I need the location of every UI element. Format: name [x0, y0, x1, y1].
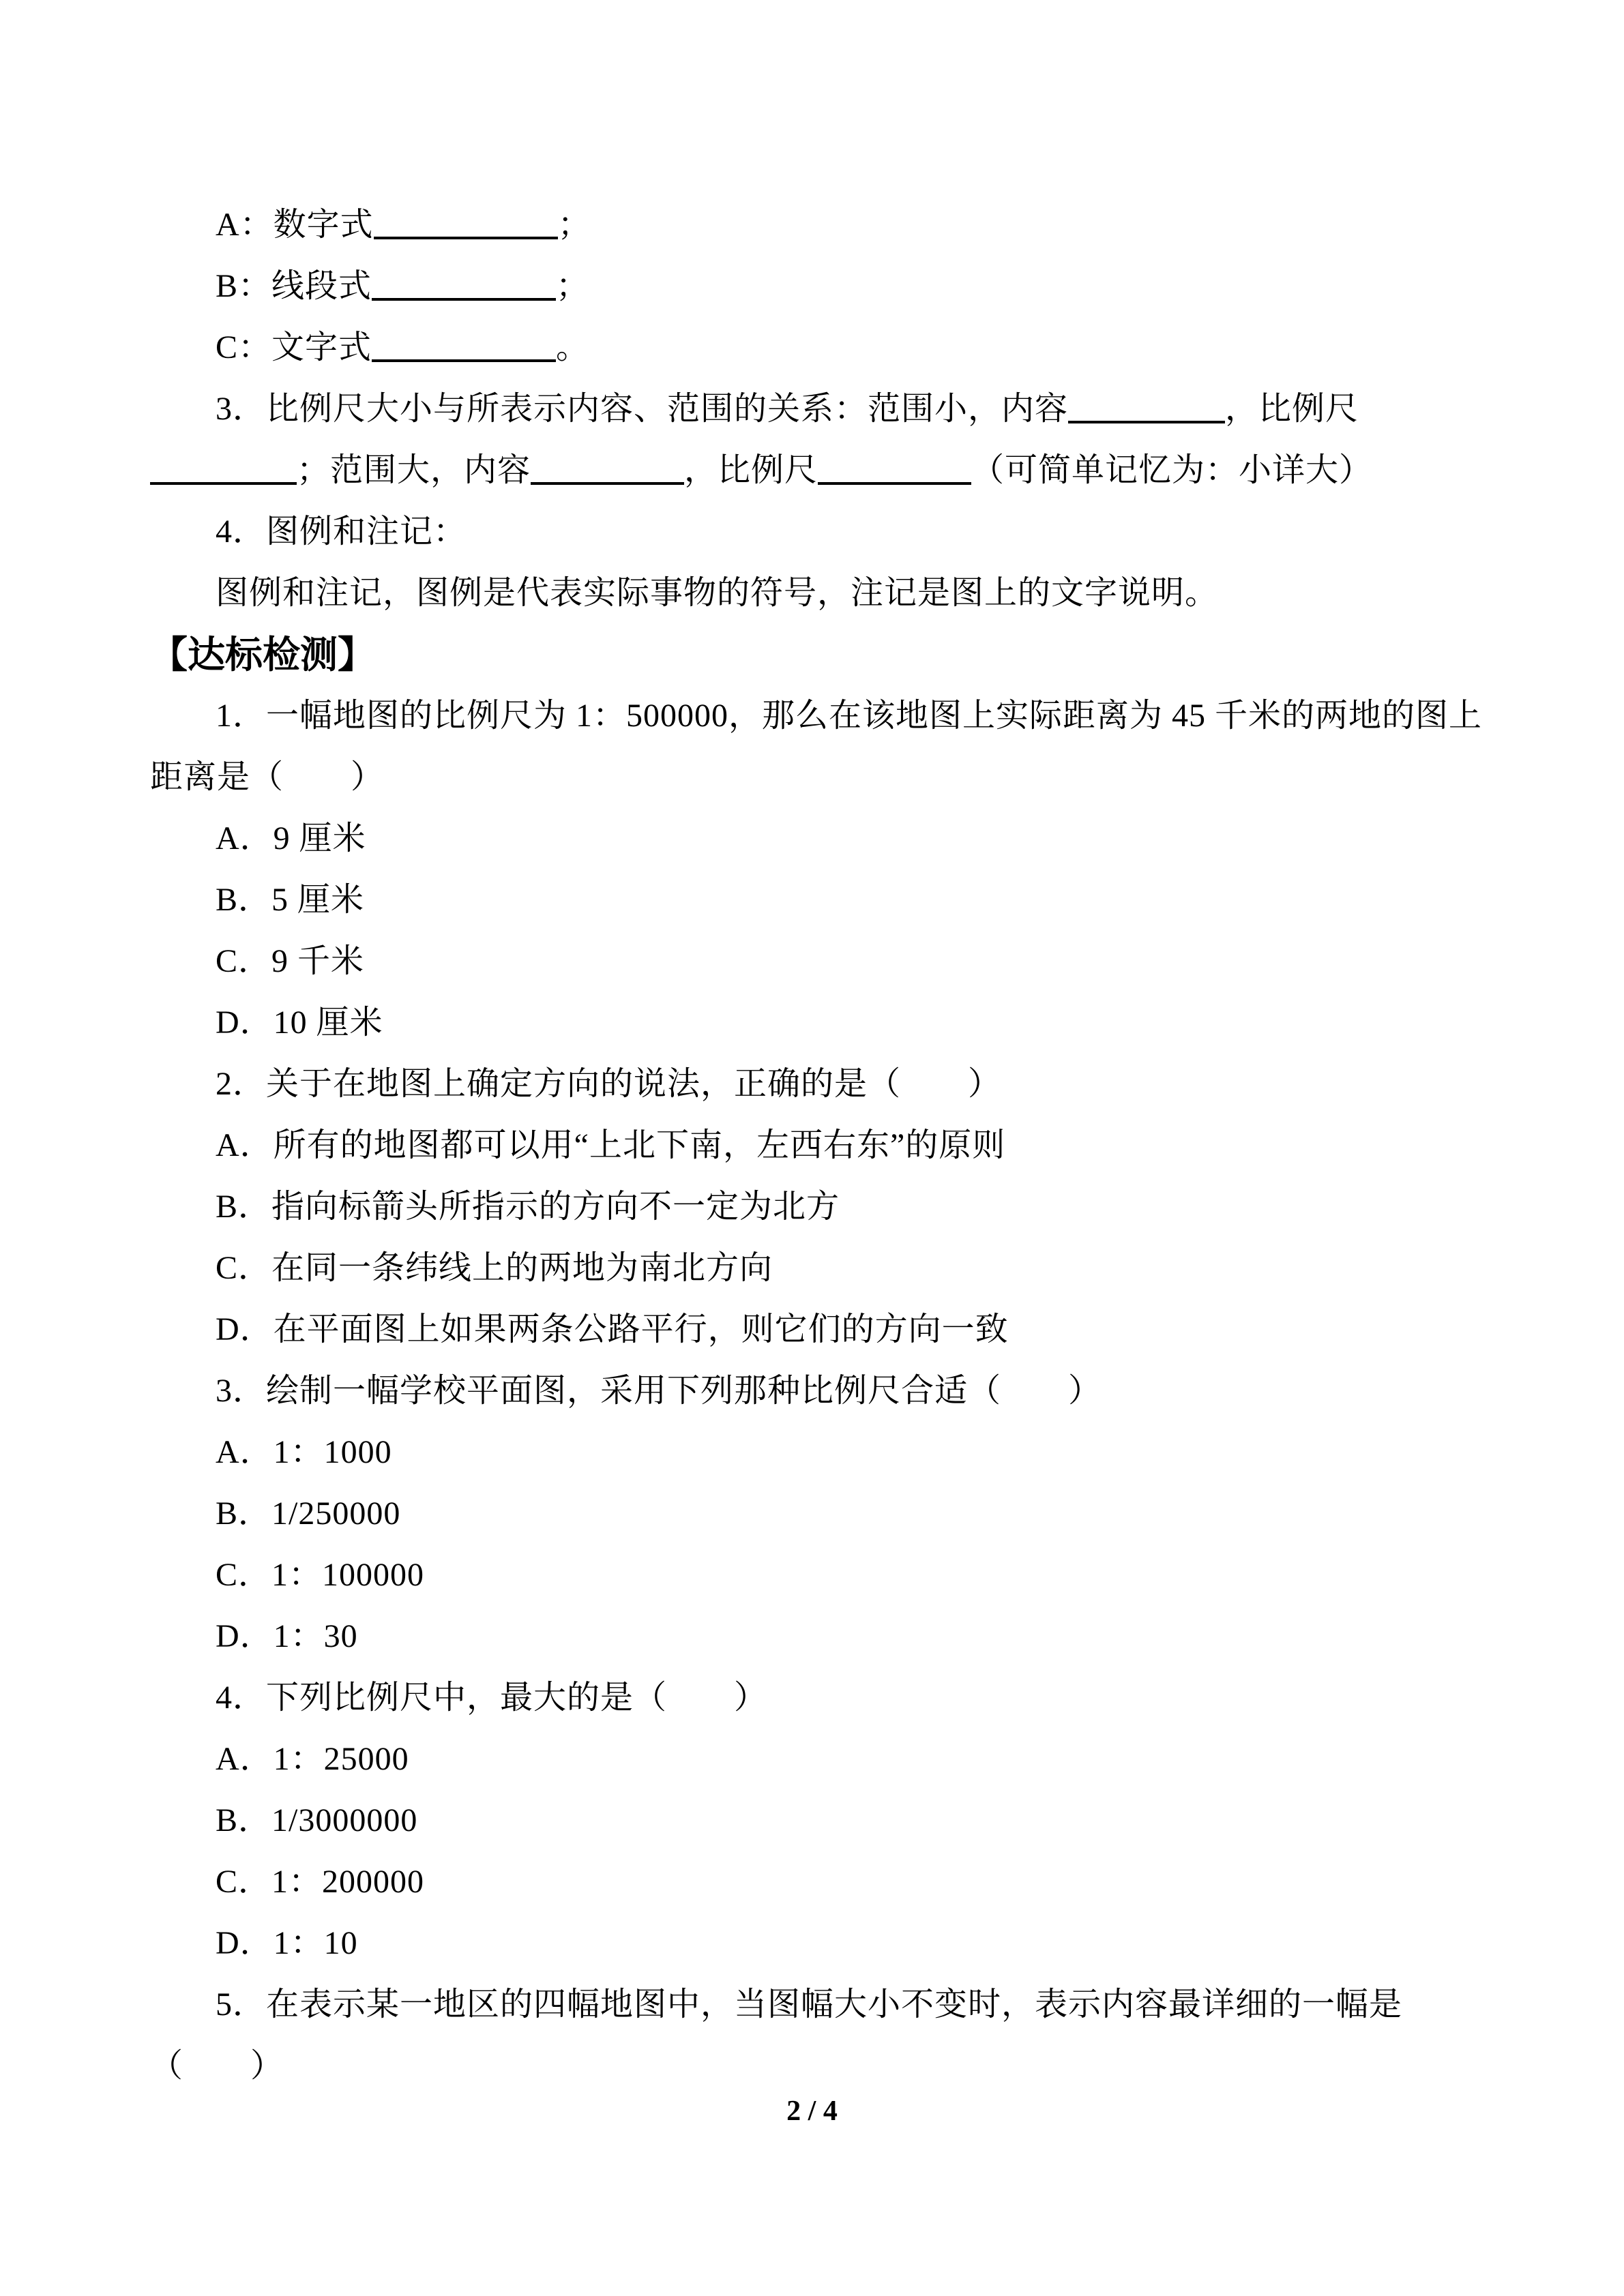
question-stem-continuation: 距离是（ ） — [150, 759, 385, 795]
fill-blank — [374, 198, 558, 239]
fill-blank — [1068, 383, 1225, 423]
question-stem-continuation: （ ） — [150, 2048, 284, 2084]
page-number: 2 / 4 — [786, 2096, 838, 2127]
fill-blank — [150, 444, 297, 485]
fill-blank — [372, 321, 556, 362]
question-option: C．在同一条纬线上的两地为南北方向 — [216, 1250, 773, 1286]
note-line-legend-body: 图例和注记，图例是代表实际事物的符号，注记是图上的文字说明。 — [216, 575, 1219, 611]
note-punct: ； — [557, 207, 591, 243]
question-stem: 5．在表示某一地区的四幅地图中，当图幅大小不变时，表示内容最详细的一幅是 — [216, 1986, 1403, 2023]
fill-blank — [818, 444, 971, 485]
question-option: B．5 厘米 — [216, 882, 365, 918]
question-option: A．1：25000 — [216, 1741, 409, 1777]
note-punct: ； — [556, 268, 590, 304]
note-punct: 。 — [556, 329, 590, 366]
note-line-form-a — [150, 194, 1488, 256]
question-option: A．1：1000 — [216, 1434, 392, 1470]
fill-blank — [531, 444, 684, 485]
question-stem: 2．关于在地图上确定方向的说法，正确的是（ ） — [216, 1066, 1002, 1102]
question-option: B．1/250000 — [216, 1495, 401, 1532]
question-option: C．9 千米 — [216, 943, 365, 979]
note-text: 3．比例尺大小与所表示内容、范围的关系：范围小，内容 — [216, 391, 1069, 427]
question-stem: 1．一幅地图的比例尺为 1：500000，那么在该地图上实际距离为 45 千米的两地的图上 — [216, 698, 1483, 734]
note-text: A：数字式 — [216, 207, 374, 243]
note-text: ，比例尺 — [1225, 391, 1359, 427]
note-line-legend-title: 4．图例和注记： — [216, 513, 467, 550]
question-option: D．1：10 — [216, 1925, 358, 1961]
note-text: B：线段式 — [216, 268, 372, 304]
note-text: C：文字式 — [216, 329, 372, 366]
question-option: A．所有的地图都可以用“上北下南，左西右东”的原则 — [216, 1127, 1006, 1163]
fill-blank — [372, 260, 556, 301]
question-option: D．1：30 — [216, 1618, 358, 1654]
note-line-relation-1 — [150, 378, 1488, 440]
note-line-form-c — [150, 317, 1488, 378]
question-stem: 3．绘制一幅学校平面图，采用下列那种比例尺合适（ ） — [216, 1373, 1102, 1409]
question-option: D．在平面图上如果两条公路平行，则它们的方向一致 — [216, 1311, 1009, 1347]
question-option: C．1：100000 — [216, 1557, 425, 1593]
question-option: D．10 厘米 — [216, 1004, 383, 1041]
question-option: B．指向标箭头所指示的方向不一定为北方 — [216, 1189, 840, 1225]
question-option: B．1/3000000 — [216, 1802, 418, 1838]
note-line-form-b — [150, 256, 1488, 317]
question-option: A．9 厘米 — [216, 820, 366, 856]
question-stem: 4．下列比例尺中，最大的是（ ） — [216, 1680, 768, 1716]
note-text: （可简单记忆为：小详大） — [971, 452, 1373, 488]
document-body — [150, 194, 1488, 2097]
note-line-relation-2 — [150, 440, 1488, 501]
question-option: C．1：200000 — [216, 1864, 425, 1900]
note-text: ；范围大，内容 — [297, 452, 531, 488]
section-heading: 【达标检测】 — [150, 633, 376, 676]
note-text: ，比例尺 — [684, 452, 818, 488]
